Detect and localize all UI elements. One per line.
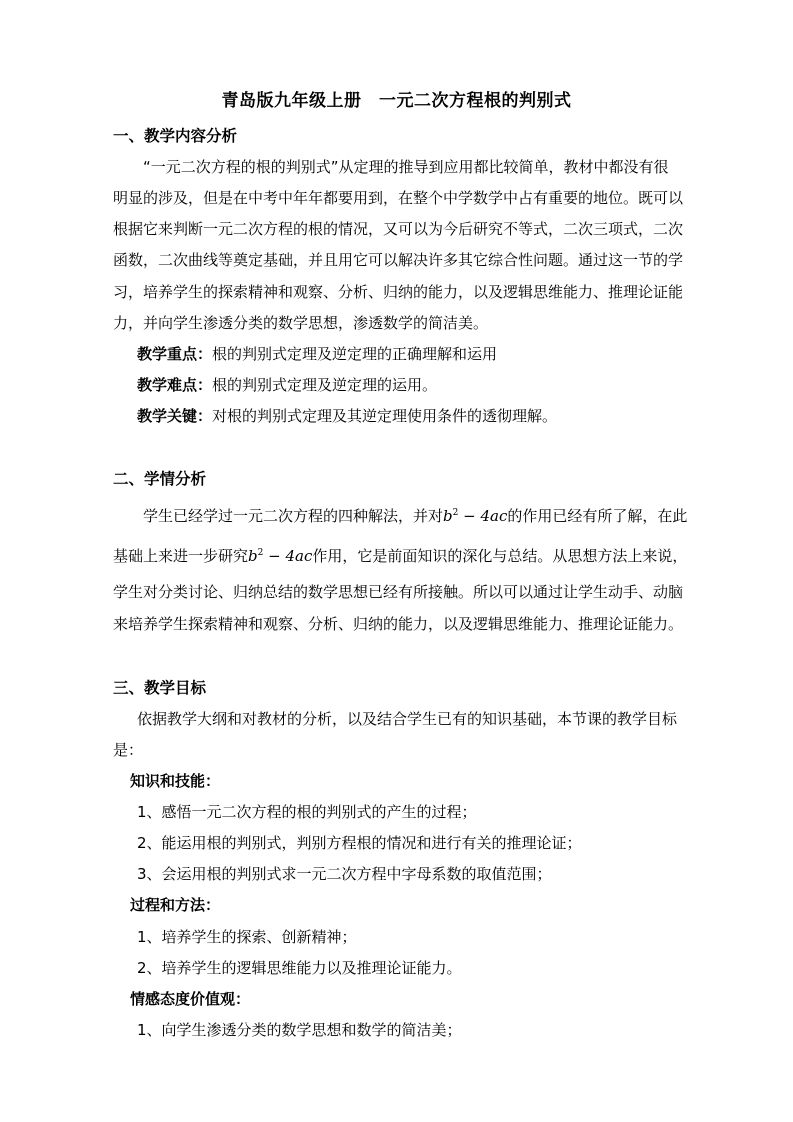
knowledge-skills-label: 知识和技能： xyxy=(130,772,221,790)
knowledge-item: 2、能运用根的判别式，判别方程根的情况和进行有关的推理论证； xyxy=(137,834,582,852)
process-item: 1、培养学生的探索、创新精神； xyxy=(137,928,357,946)
section2-para-line xyxy=(143,505,687,526)
section1-para-line: 明显的涉及，但是在中考中年年都要用到，在整个中学数学中占有重要的地位。既可以 xyxy=(113,189,684,207)
section2-para-line: 学生对分类讨论、归纳总结的数学思想已经有所接触。所以可以通过让学生动手、动脑 xyxy=(113,583,684,601)
discriminant-formula: $b^2 - 4ac$ xyxy=(443,507,508,525)
knowledge-item: 1、感悟一元二次方程的根的判别式的产生的过程； xyxy=(137,803,477,821)
discriminant-formula: $b^2 - 4ac$ xyxy=(248,547,313,565)
teaching-difficulty-label: 教学难点： xyxy=(137,376,213,394)
section1-para-line: 函数，二次曲线等奠定基础，并且用它可以解决许多其它综合性问题。通过这一节的学 xyxy=(113,251,684,269)
section2-heading: 二、学情分析 xyxy=(113,469,207,488)
document-title: 青岛版九年级上册 一元二次方程根的判别式 xyxy=(221,91,572,111)
section3-heading: 三、教学目标 xyxy=(113,678,207,697)
teaching-focus-label: 教学重点： xyxy=(137,345,213,363)
section1-heading: 一、教学内容分析 xyxy=(113,126,238,145)
emotion-values-label: 情感态度价值观： xyxy=(130,990,251,1008)
teaching-key-label: 教学关键： xyxy=(137,407,213,425)
section3-intro-line: 依据教学大纲和对教材的分析，以及结合学生已有的知识基础，本节课的教学目标 xyxy=(137,710,678,728)
teaching-difficulty-text: 根的判别式定理及逆定理的运用。 xyxy=(212,376,438,394)
section2-line2-end: 作用，它是前面知识的深化与总结。从思想方法上来说， xyxy=(312,547,688,565)
section2-line1-start: 学生已经学过一元二次方程的四种解法，并对 xyxy=(143,507,444,525)
teaching-difficulty xyxy=(137,374,437,395)
process-method-label: 过程和方法： xyxy=(130,896,221,914)
section1-para-line: 力，并向学生渗透分类的数学思想，渗透数学的简洁美。 xyxy=(113,314,489,332)
section1-para-line: 根据它来判断一元二次方程的根的情况，又可以为今后研究不等式，二次三项式，二次 xyxy=(113,220,684,238)
section1-para-line: “一元二次方程的根的判别式”从定理的推导到应用都比较简单，教材中都没有很 xyxy=(143,158,669,176)
section2-para-line xyxy=(113,545,687,566)
process-item: 2、培养学生的逻辑思维能力以及推理论证能力。 xyxy=(137,959,462,977)
teaching-key xyxy=(137,405,557,426)
section1-para-line: 习，培养学生的探索精神和观察、分析、归纳的能力，以及逻辑思维能力、推理论证能 xyxy=(113,283,684,301)
section2-para-line: 来培养学生探索精神和观察、分析、归纳的能力，以及逻辑思维能力、推理论证能力。 xyxy=(113,615,684,633)
section2-line2-start: 基础上来进一步研究 xyxy=(113,547,249,565)
emotion-item: 1、向学生渗透分类的数学思想和数学的简洁美； xyxy=(137,1021,462,1039)
knowledge-item: 3、会运用根的判别式求一元二次方程中字母系数的取值范围； xyxy=(137,865,552,883)
section2-line1-end: 的作用已经有所了解，在此 xyxy=(507,507,688,525)
section3-intro-line: 是： xyxy=(113,741,144,759)
teaching-key-text: 对根的判别式定理及其逆定理使用条件的透彻理解。 xyxy=(212,407,558,425)
teaching-focus-text: 根的判别式定理及逆定理的正确理解和运用 xyxy=(212,345,498,363)
teaching-focus xyxy=(137,343,497,364)
